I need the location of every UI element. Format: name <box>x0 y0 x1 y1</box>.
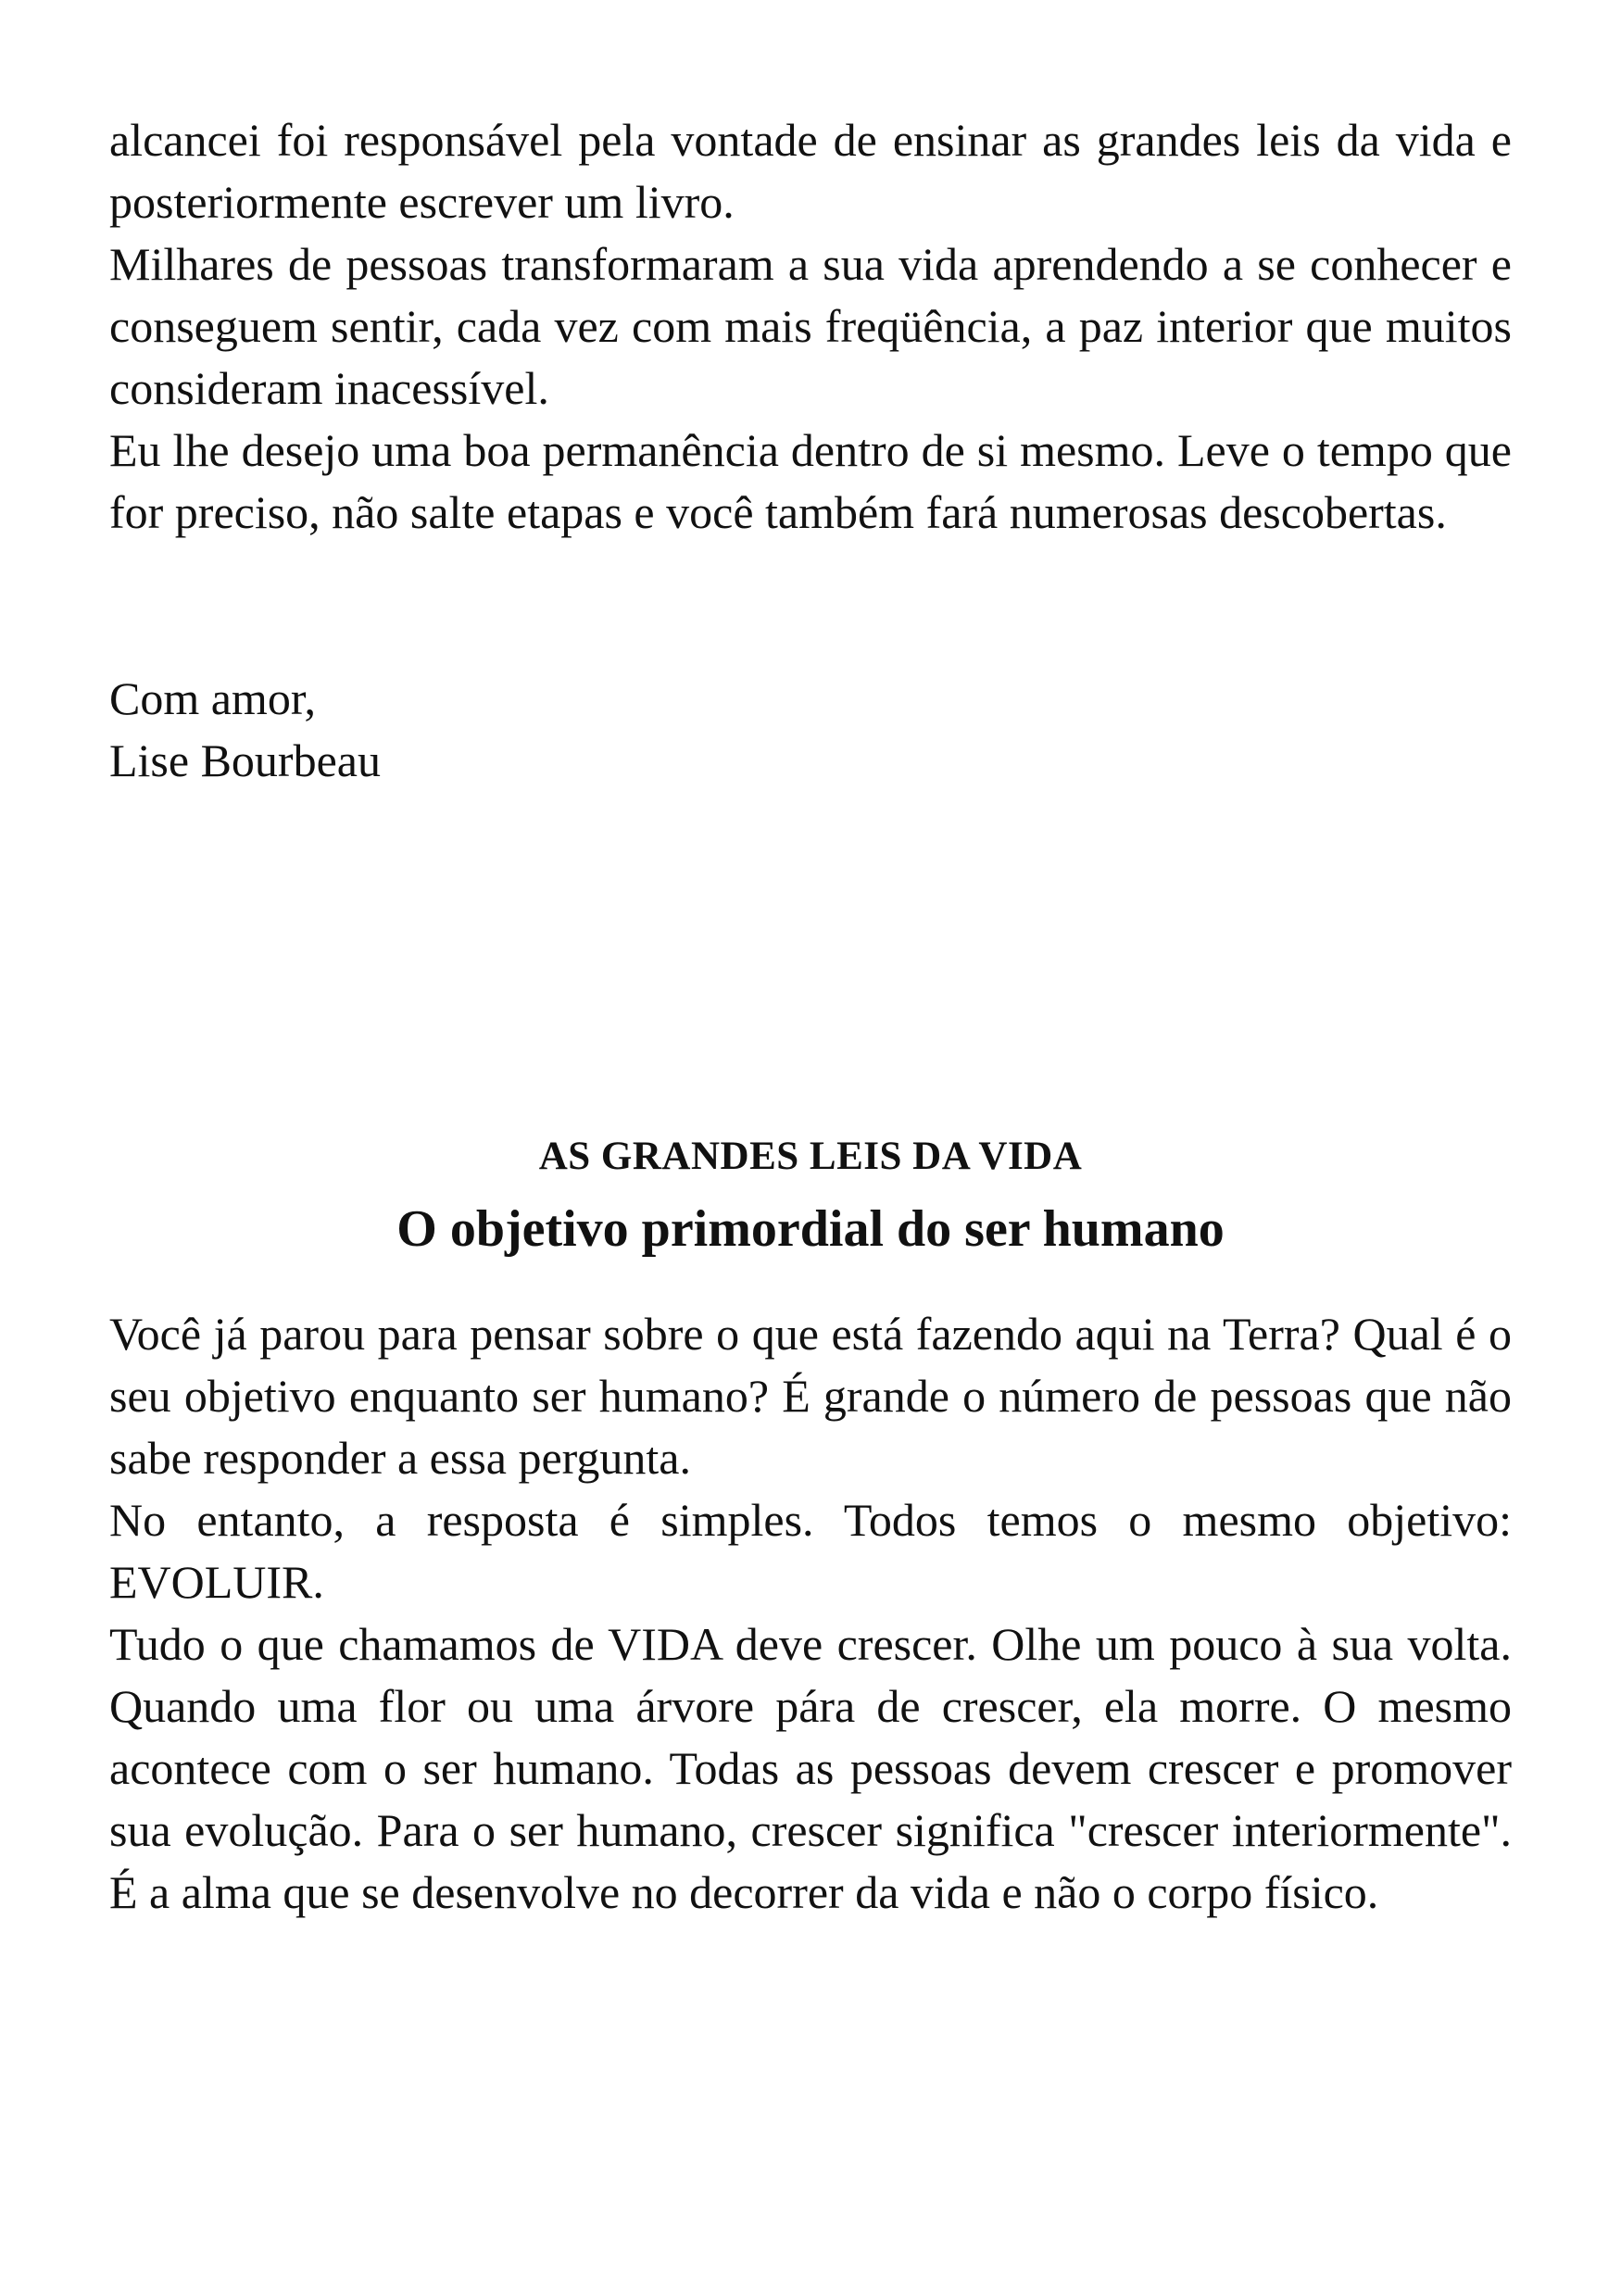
section-body <box>109 1303 1512 1924</box>
intro-paragraph: alcancei foi responsável pela vontade de ensinar as grandes leis da vida e posteriormente escrever um livro. <box>109 114 1512 228</box>
intro-paragraph: Eu lhe desejo uma boa permanência dentro de si mesmo. Leve o tempo que for preciso, não salte etapas e você também fará numerosas descobertas. <box>109 424 1512 538</box>
book-page <box>109 109 1512 1924</box>
section-title: AS GRANDES LEIS DA VIDA <box>538 1135 1083 1178</box>
intro-text <box>109 109 1512 544</box>
body-paragraph: No entanto, a resposta é simples. Todos temos o mesmo objetivo: EVOLUIR. <box>109 1494 1512 1608</box>
author-name: Lise Bourbeau <box>109 734 381 786</box>
spacer <box>109 792 1512 1129</box>
body-paragraph: Tudo o que chamamos de VIDA deve crescer. Olhe um pouco à sua volta. Quando uma flor ou uma árvore pára de crescer, ela morre. O mesmo acontece com o ser humano. Todas as pessoas devem crescer e promover sua evolução. Para o ser humano, crescer significa "crescer interiormente". É a alma que se desenvolve no decorrer da vida e não o corpo físico. <box>109 1618 1512 1918</box>
closing-text: Com amor, <box>109 672 316 724</box>
intro-paragraph: Milhares de pessoas transformaram a sua vida aprendendo a se conhecer e conseguem sentir, cada vez com mais freqüência, a paz interior que muitos consideram inacessível. <box>109 238 1512 414</box>
section-subtitle: O objetivo primordial do ser humano <box>396 1200 1225 1258</box>
signature-block <box>109 668 1512 792</box>
spacer <box>109 544 1512 668</box>
body-paragraph: Você já parou para pensar sobre o que está fazendo aqui na Terra? Qual é o seu objetivo enquanto ser humano? É grande o número de pessoas que não sabe responder a essa pergunta. <box>109 1308 1512 1484</box>
